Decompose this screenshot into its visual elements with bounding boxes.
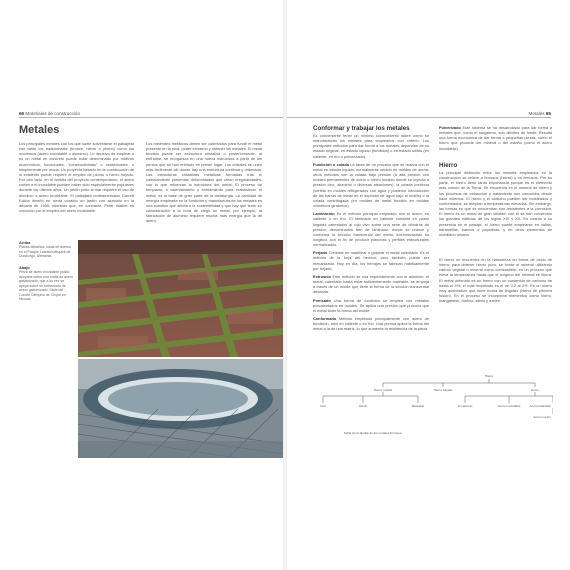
section-title-forming: Conformar y trabajar los metales	[313, 125, 410, 132]
diagram-wrought-iron: Hierro forjado	[433, 388, 453, 392]
diagram-cast-iron: Hierro colado	[373, 388, 393, 392]
forming-column	[313, 133, 429, 380]
forming-intro: Es conveniente tener un mínimo conocimiento sobre cómo se manufacturan los metales para emplearlos con criterio. Los principales métodos para dar forma a los metales dependen de su estado original: en estado líquido (fundidos) o en estado sólido (en caliente, en frío o pulverizado).	[313, 133, 429, 159]
iron-paragraph-2: El hierro se encuentra en la naturaleza en forma de óxido de hierro; para obtener hierro puro, se funde el mineral utilizando carbón vegetal o mineral como combustible, en un proceso que eleva la temperatura hasta que el oxígeno del mineral se libera. El metal obtenido es un hierro con un contenido de carbono de hasta el 4%; el más empleado es el de 0,2 al 2%. Es un hierro muy quebradizo que tiene forma de lingotes (hierro de primera fusión). En el proceso se incorporan elementos como hierro, manganeso, fósforo, silicio y azufre.	[439, 257, 552, 304]
left-page	[0, 0, 283, 570]
caption-top-title: Arriba	[19, 240, 31, 245]
second-column-paragraph: Los minerales metálicos deben ser calentados para fundir el metal presente en la roca, poder extraerlo y obtener los metales. El metal fundido puede ser estructura cristalina o posteriormente; al enfriarse, se reorganiza en una nueva estructura a partir de los puntos que se han enfriado en primer lugar. Los cristales se unen más fácilmente allí donde hay una estructura continua y ordenada. Las estructuras cristalinas metálicas formadas tras el calentamiento presentan deformidades que crean irregularidades, con lo que refuerzan la estructura del metal. El proceso de templado, o calentamiento y enfriamiento para reabastecer el metal, es la base de gran parte de la metalurgia. La cantidad de energía empleada en la fundición y manufactura de los metales es una cuestión que afecta a la sostenibilidad y que hay que tener en consideración a la hora de elegir un metal; por ejemplo, la fabricación de aluminio requiere mucha más energía que la de acero.	[146, 141, 262, 224]
term-casting: Fundición o colada La tarea de un proceso que se realiza con el metal en estado líquido, normalmente vertido en moldes de arena; otros métodos son la colada bajo presión (a alta presión con moldes permanentes de acero o hierro fundido donde se inyecta a presión cinc, aluminio o diversas aleaciones), la colada continua (vertido en moldes refrigerados con agua y posterior introducción de las barras de metal en el depósito de agua bajo el molde) o la colada centrifugada (en moldes de metal fundido en moldes cilíndricos giratorios).	[313, 161, 429, 209]
ferrous-metals-diagram	[313, 372, 553, 438]
right-running-title: Metales	[528, 111, 545, 116]
left-header-rule	[19, 117, 283, 118]
term-powder: Pulverizado Este sistema se ha desarrollado para dar forma a metales que, como el tungsteno, son difíciles de fundir. Resulta una forma económica de dar forma a pequeñas piezas, como el hierro que procede del mineral o del estaño (como el acero inoxidable).	[439, 125, 552, 151]
caption-bottom-title: Abajo	[19, 265, 30, 270]
term-pressing: Prensado Una forma de fundición se emplea con metales precalentados en moldes. Se aplica una presión que provoca que el metal tome la forma del molde.	[313, 297, 429, 313]
term-shaping: Conformado Método empleado principalmente con acero de fundición, bien en caliente o en frío. Una prensa aplica la forma del metal a la de una matriz, lo que aumenta la resistencia de la pieza.	[313, 316, 429, 332]
diagram-grey: Gris	[320, 404, 326, 408]
left-running-header	[19, 111, 80, 116]
section-title-iron: Hierro	[439, 162, 458, 169]
term-extrusion: Extrusión Este método se usa especialmente con el aluminio; el metal, calentado hasta estar suficientemente maleable, se empuja a través de un molde que tiene la forma de la sección transversal deseada.	[313, 273, 429, 295]
right-page-number: 65	[545, 111, 551, 116]
right-running-header	[529, 111, 552, 116]
iron-paragraph-1: La principal distinción entre los metales empleados en la construcción se refiere a ferrosos (hierro) y no ferrosos. Por su parte, el hierro tiene tanta importancia porque es el elemento más común de la Tierra. Se encuentra en el mineral de hierro y los procesos de extracción y tratamiento son conocidos desde hace milenios. El hierro y el carbono pueden ser moldeados y conformados, se templan a temperaturas elevadas. Sin embargo, las formas en que se encuentran son resistentes a la corrosión. El hierro es un metal de gran utilidad: con él se han construido los grandes edificios de los siglos XIX y XX. En cuanto a su presencia en el paisaje, el hierro puede emplearse en vallas, barandillas, bancos o papeleras, y en otros elementos de mobiliario urbano.	[439, 170, 552, 237]
photo-rusted-steel-plates	[78, 240, 283, 357]
diagram-steel: Acero	[530, 388, 540, 392]
intro-paragraph: Los principales metales con los que suele solventarse el paisajista son tanto los tradicionales (bronce, hierro o plomo) como los modernos (acero inoxidable o aluminio). Lo decisivo de emplear o no un metal en concreto puede estar determinado por motivos económicos, funcionales, “constructivistas” o contextuales, o simplemente por moda. Un proyecto basado en la construcción de lo existente puede requerir el empleo de plomo o hierro forjado. Por otro lado, en el ámbito del proyecto contemporáneo, el acero corten o el inoxidable pueden haber sido especialmente populares durante los últimos años. Un jardín junto al mar requiere el uso de aluminio o acero inoxidable. El paisajista norteamericano Garrett Eckbo diseñó en cierta ocasión un jardín con aluminio en la década de 1950; mientras que, en contraste, Peter Walker es conocido por el empleo del acero inoxidable.	[19, 141, 134, 214]
diagram-caption: Tabla de la familia de los metales ferrosos.	[343, 431, 403, 435]
left-running-title: Materiales de construcción	[25, 111, 81, 116]
photo-stainless-steel-disc	[78, 359, 283, 458]
diagram-stainless-steel: Acero inoxidable	[497, 404, 521, 408]
diagram-weathering-steel: Acero patinable	[529, 404, 551, 408]
diagram-carbon-steel: Al carbono	[457, 404, 473, 408]
diagram-ductile: Dúctil	[359, 404, 367, 408]
right-page	[287, 0, 570, 570]
caption-top-text: Plazas Metallica: losas de aceros en el Parque Landschaftspark de Duisburgo, Alemania.	[19, 245, 71, 258]
diagram-malleable: Maleable	[411, 404, 425, 408]
left-page-number: 66	[19, 111, 25, 116]
term-forging: Forjado Consiste en martillear o golpear el metal calentado. Es el método de la forja del herrero, pero también puede ser mecanizado. Hoy en día, los herrajes se fabrican habitualmente por forjado.	[313, 250, 429, 271]
page-title: Metales	[19, 124, 60, 136]
term-rolling: Laminación Es el método principal empleado con el acero, en caliente o en frío. El laminado en caliente consiste en pasar lingotes calentados al rojo vivo sobre una serie de cilindros de presión, denominados tren de laminado, donde se reduce y conforma la sección transversal del metal, incrementando su longitud, con el fin de producir planchas y perfiles estructurales normalizados.	[313, 211, 429, 248]
diagram-corten: Acero corten	[533, 415, 551, 419]
diagram-root: Hierro	[484, 374, 494, 378]
caption-bottom-text: Pieza de acero inoxidable pulido apoyada sobre una malla de acero galvanizado, que a su vez se apoya sobre un entramado de acero galvanizado. Sede del Comité Olímpico de Chipre en Nicosia.	[19, 270, 73, 301]
right-header-rule	[287, 117, 551, 118]
